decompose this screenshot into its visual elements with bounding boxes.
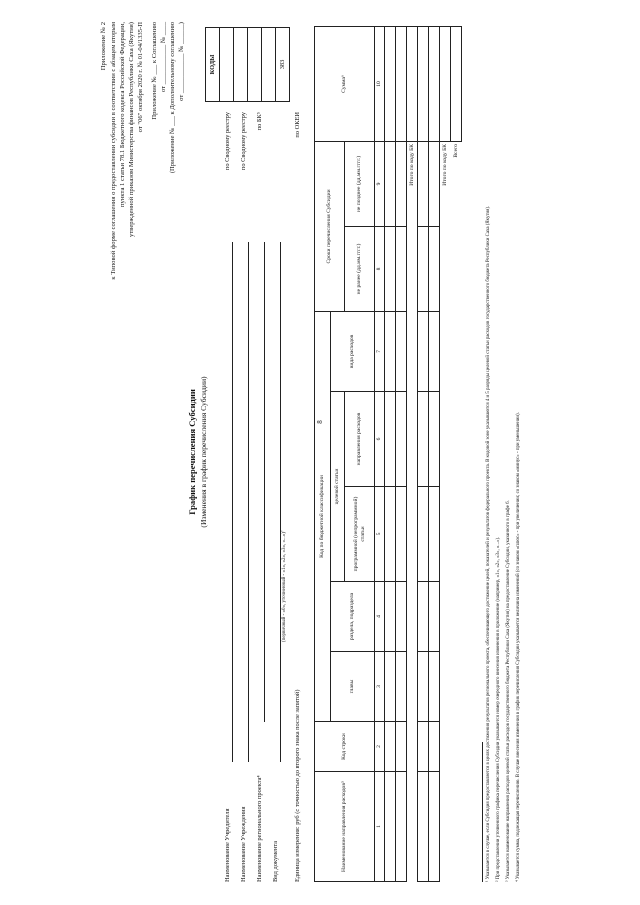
table-cell[interactable]: [396, 722, 407, 772]
total-bk-value-2[interactable]: [440, 26, 451, 141]
table-cell[interactable]: [418, 311, 429, 391]
table-cell[interactable]: [429, 487, 440, 582]
table-cell[interactable]: [385, 311, 396, 391]
document-type-underline: [280, 242, 281, 762]
founder-underline: [232, 242, 233, 762]
appendix-line-2: пункта 1 статьи 78.1 Бюджетного кодекса Российской Федерации,: [119, 22, 126, 207]
col-section-header: раздела, подраздела: [331, 582, 375, 652]
col-line-header: Код строки: [315, 722, 375, 772]
col-exptype-header: вида расходов: [331, 311, 375, 391]
footnote-4: ⁴ Указывается сумма, подлежащая перечислению. В случае внесения изменения в график перечисления Субсидии указывается величина изменений (со знаком «плюс» - при увеличении; со знаком «минус» - при уменьшении).: [516, 412, 521, 882]
footnote-3: ³ Указывается наименование направления расходов целевой статьи расходов государственного бюджета Республики Саха (Якутия) на предоставление Субсидии, указанного в графе 6.: [506, 500, 511, 882]
codes-header: КОДЫ: [206, 28, 220, 102]
col-number-7: 7: [375, 311, 385, 391]
table-cell[interactable]: [429, 226, 440, 311]
code-label-3: по БК⁵: [256, 112, 263, 131]
table-cell[interactable]: [396, 652, 407, 722]
appendix-number: Приложение № 2: [100, 22, 107, 71]
attach-to-additional: (Приложение № ___ к Дополнительному соглашению: [169, 22, 176, 174]
table-cell[interactable]: [429, 652, 440, 722]
institution-underline: [248, 242, 249, 762]
col-name-header: Наименование направления расходов⁵: [315, 772, 375, 882]
table-cell[interactable]: [385, 26, 396, 141]
col-number-10: 10: [375, 26, 385, 141]
code-cell-okei: 383: [276, 28, 290, 102]
document-type-hint: (первичный - «0», уточненный - «1», «2», «3», «...»)⁷: [282, 530, 287, 642]
codes-box: [205, 27, 290, 102]
table-cell[interactable]: [385, 582, 396, 652]
footnote-separator: [482, 742, 483, 882]
col-program-header: программной (непрограммной) статьи: [345, 487, 375, 582]
table-cell[interactable]: [385, 772, 396, 882]
table-cell[interactable]: [418, 141, 429, 226]
table-cell[interactable]: [418, 772, 429, 882]
code-label-1: по Сводному реестру: [224, 112, 231, 171]
unit-label: Единица измерения: руб (с точностью до второго знака после запятой): [294, 689, 301, 882]
rotated-sheet: [92, 22, 532, 882]
target-group-header: целевой статьи: [331, 392, 345, 582]
appendix-line-3: утвержденной приказом Министерства финансов Республики Саха (Якутия): [128, 22, 135, 237]
schedule-table: [314, 26, 462, 882]
table-cell[interactable]: [429, 392, 440, 487]
total-bk-label-2: Итого по коду БК: [440, 141, 451, 881]
code-label-2: по Сводному реестру: [240, 112, 247, 171]
table-cell[interactable]: [429, 582, 440, 652]
footnote-2: ² При представлении уточненного графика перечисления Субсидии указывается номер очередного внесения изменения в приложение (например, «1», «2», «3», «...»).: [496, 536, 501, 882]
table-cell[interactable]: [385, 722, 396, 772]
total-all-label: Всего: [451, 141, 462, 881]
document-type-label: Вид документа: [272, 840, 279, 882]
page-number: 8: [316, 420, 324, 424]
table-cell[interactable]: [396, 487, 407, 582]
bk-group-header: Код по бюджетной классификации: [315, 311, 331, 721]
col-number-9: 9: [375, 141, 385, 226]
regional-project-label: Наименование регионального проекта⁴: [256, 775, 263, 882]
table-cell[interactable]: [396, 141, 407, 226]
table-cell[interactable]: [385, 392, 396, 487]
table-cell[interactable]: [396, 392, 407, 487]
total-all-value[interactable]: [451, 26, 462, 141]
table-cell[interactable]: [429, 722, 440, 772]
col-chapter-header: главы: [331, 652, 375, 722]
table-cell[interactable]: [385, 652, 396, 722]
additional-date-number: от ____________ № ______): [178, 22, 185, 101]
col-number-4: 4: [375, 582, 385, 652]
table-cell[interactable]: [396, 311, 407, 391]
appendix-line-1: к Типовой форме соглашения о предоставлении субсидии в соответствии с абзацем вторым: [110, 22, 117, 280]
table-cell[interactable]: [418, 487, 429, 582]
table-cell[interactable]: [418, 582, 429, 652]
table-cell[interactable]: [396, 582, 407, 652]
table-cell[interactable]: [385, 487, 396, 582]
table-cell[interactable]: [418, 722, 429, 772]
table-cell[interactable]: [396, 772, 407, 882]
table-cell[interactable]: [418, 26, 429, 141]
code-cell-3: [248, 28, 262, 102]
table-cell[interactable]: [418, 226, 429, 311]
col-number-6: 6: [375, 392, 385, 487]
page-title: График перечисления Субсидии: [187, 389, 197, 515]
regional-project-underline: [264, 242, 265, 722]
page-subtitle: (Изменения в график перечисления Субсидии): [199, 376, 208, 528]
institution-label: Наименование Учреждения: [240, 806, 247, 882]
table-cell[interactable]: [429, 311, 440, 391]
founder-label: Наименование Учредителя: [224, 808, 231, 882]
col-number-8: 8: [375, 226, 385, 311]
table-cell[interactable]: [385, 141, 396, 226]
table-cell[interactable]: [429, 26, 440, 141]
col-number-1: 1: [375, 772, 385, 882]
code-label-okei: по ОКЕИ: [294, 112, 301, 138]
col-to-header: не позднее (дд.мм.гггг.): [345, 141, 375, 226]
table-cell[interactable]: [418, 652, 429, 722]
agreement-date-number: от ____________ № ____: [160, 22, 167, 93]
col-direction-header: направления расходов: [345, 392, 375, 487]
code-cell-1: [220, 28, 234, 102]
table-cell[interactable]: [429, 141, 440, 226]
table-cell[interactable]: [396, 226, 407, 311]
table-cell[interactable]: [418, 392, 429, 487]
col-number-3: 3: [375, 652, 385, 722]
col-sum-header: Сумма⁶: [315, 26, 375, 141]
total-bk-value-1[interactable]: [407, 26, 418, 141]
col-from-header: не ранее (дд.мм.гггг.): [345, 226, 375, 311]
footnote-1: ¹ Указывается в случае, если Субсидия предоставляется в целях достижения результатов регионального проекта, обеспечивающего достижение целей, показателей и результатов федерального проекта. В кодовой зоне указываются 4 и 5 разряды целевой статьи расходов государственного бюджета Республики Саха (Якутия).: [486, 205, 491, 882]
code-cell-2: [234, 28, 248, 102]
appendix-line-4: от "06" октября 2020 г. № 01-04/1335-П: [137, 22, 144, 133]
table-cell[interactable]: [396, 26, 407, 141]
col-number-5: 5: [375, 487, 385, 582]
code-cell-4: [262, 28, 276, 102]
total-bk-label-1: Итого по коду БК: [407, 141, 418, 881]
dates-group-header: Сроки перечисления Субсидии: [315, 141, 345, 311]
attach-to-agreement: Приложение № ___ к Соглашению: [151, 22, 158, 120]
col-number-2: 2: [375, 722, 385, 772]
table-cell[interactable]: [429, 772, 440, 882]
table-cell[interactable]: [385, 226, 396, 311]
